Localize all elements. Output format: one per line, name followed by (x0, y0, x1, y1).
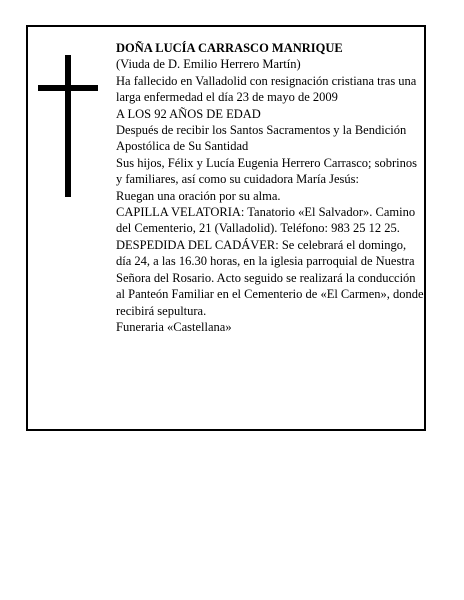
notice-body (116, 40, 424, 335)
cross-horizontal-bar (38, 85, 98, 91)
family-statement: Sus hijos, Félix y Lucía Eugenia Herrero Carrasco; sobrinos y familiares, así como su cuidadora María Jesús: (116, 155, 417, 187)
death-statement: Ha fallecido en Valladolid con resignación cristiana tras una larga enfermedad el día 23 de mayo de 2009 (116, 73, 417, 105)
deceased-name: DOÑA LUCÍA CARRASCO MANRIQUE (116, 41, 343, 55)
prayer-request: Ruegan una oración por su alma. (116, 188, 281, 203)
cross-icon (38, 55, 98, 197)
funeral-farewell-info: DESPEDIDA DEL CADÁVER: Se celebrará el domingo, día 24, a las 16.30 horas, en la iglesia parroquial de Nuestra Señora del Rosario. Acto seguido se realizará la conducción al Panteón Familiar en el Cementerio de «El Carmen», donde recibirá sepultura. (116, 237, 424, 318)
obituary-notice (26, 25, 426, 431)
cross-vertical-bar (65, 55, 71, 197)
sacraments-statement: Después de recibir los Santos Sacramentos y la Bendición Apostólica de Su Santidad (116, 123, 407, 154)
funeral-home: Funeraria «Castellana» (116, 319, 232, 334)
widow-of: (Viuda de D. Emilio Herrero Martín) (116, 57, 301, 72)
wake-chapel-info: CAPILLA VELATORIA: Tanatorio «El Salvador». Camino del Cementerio, 21 (Valladolid). Teléfono: 983 25 12 25. (116, 205, 416, 236)
age-at-death: A LOS 92 AÑOS DE EDAD (116, 106, 261, 121)
